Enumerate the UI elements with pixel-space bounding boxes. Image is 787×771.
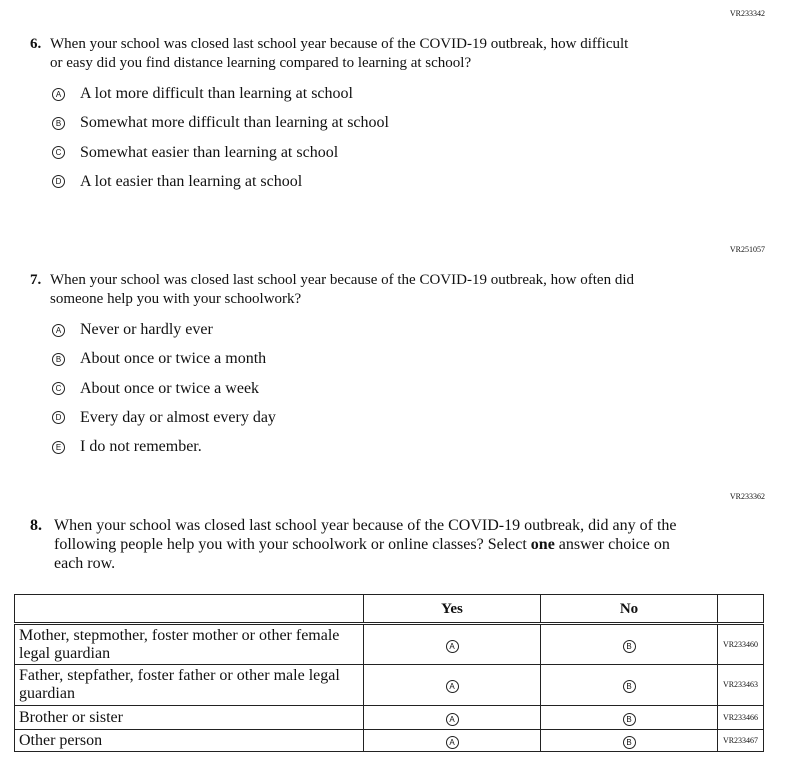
question-6 — [30, 35, 730, 73]
response-table — [14, 594, 764, 752]
question-7 — [30, 271, 730, 309]
radio-bubble[interactable]: B — [52, 353, 65, 366]
radio-bubble[interactable]: A — [52, 88, 65, 101]
header-code — [718, 595, 764, 624]
answer-option[interactable] — [52, 143, 338, 163]
answer-option[interactable] — [52, 379, 259, 399]
question-text-line: someone help you with your schoolwork? — [50, 291, 302, 307]
option-label: Somewhat more difficult than learning at school — [80, 114, 389, 132]
option-label: Never or hardly ever — [80, 321, 213, 338]
table-row — [15, 730, 764, 752]
row-label: Brother or sister — [15, 706, 364, 730]
answer-option[interactable] — [52, 349, 266, 369]
header-blank — [15, 595, 364, 624]
option-label: Somewhat easier than learning at school — [80, 143, 339, 161]
row-code: VR233466 — [718, 706, 764, 730]
option-label: A lot easier than learning at school — [80, 172, 303, 190]
radio-bubble[interactable]: D — [52, 411, 65, 424]
answer-option[interactable] — [52, 172, 302, 192]
question-text-line: or easy did you find distance learning compared to learning at school? — [50, 55, 472, 71]
question-number: 7. — [30, 272, 42, 288]
radio-bubble-yes[interactable]: A — [446, 680, 459, 693]
row-label: Father, stepfather, foster father or other male legal guardian — [15, 665, 364, 706]
question-text-line: When your school was closed last school year because of the COVID-19 outbreak, how often did — [50, 272, 635, 288]
radio-bubble[interactable]: B — [52, 117, 65, 130]
radio-bubble[interactable]: D — [52, 175, 65, 188]
row-code: VR233463 — [718, 665, 764, 706]
radio-bubble-no[interactable]: B — [623, 713, 636, 726]
header-yes: Yes — [364, 595, 541, 624]
question-text-line: When your school was closed last school year because of the COVID-19 outbreak, how difficult — [50, 36, 629, 52]
no-cell — [541, 665, 718, 706]
yes-cell — [364, 665, 541, 706]
table-row — [15, 665, 764, 706]
radio-bubble-no[interactable]: B — [623, 640, 636, 653]
radio-bubble[interactable]: C — [52, 382, 65, 395]
answer-option[interactable] — [52, 320, 213, 340]
radio-bubble-yes[interactable]: A — [446, 713, 459, 726]
option-label: About once or twice a week — [80, 379, 260, 397]
question-text-emphasis: one — [530, 536, 555, 553]
question-number: 6. — [30, 36, 42, 52]
question-number: 8. — [30, 517, 42, 534]
row-label: Other person — [15, 730, 364, 752]
row-code: VR233460 — [718, 624, 764, 665]
answer-option[interactable] — [52, 84, 353, 104]
answer-option[interactable] — [52, 408, 276, 428]
no-cell — [541, 730, 718, 752]
no-cell — [541, 624, 718, 665]
option-label: A lot more difficult than learning at school — [80, 85, 353, 102]
radio-bubble[interactable]: C — [52, 146, 65, 159]
table-row — [15, 706, 764, 730]
row-code: VR233467 — [718, 730, 764, 752]
answer-option[interactable] — [52, 437, 202, 457]
question-8 — [30, 516, 690, 573]
yes-cell — [364, 624, 541, 665]
row-label: Mother, stepmother, foster mother or other female legal guardian — [15, 624, 364, 665]
answer-option[interactable] — [52, 113, 389, 133]
yes-cell — [364, 730, 541, 752]
question-text: When your school was closed last school year because of the COVID-19 outbreak, did any of the following people help you with your schoolwork or online classes? Select — [54, 517, 677, 553]
option-label: About once or twice a month — [80, 350, 267, 368]
radio-bubble-yes[interactable]: A — [446, 640, 459, 653]
radio-bubble[interactable]: A — [52, 324, 65, 337]
item-code: VR251057 — [729, 245, 765, 254]
table-row — [15, 624, 764, 665]
radio-bubble-no[interactable]: B — [623, 736, 636, 749]
radio-bubble[interactable]: E — [52, 441, 65, 454]
yes-cell — [364, 706, 541, 730]
no-cell — [541, 706, 718, 730]
radio-bubble-yes[interactable]: A — [446, 736, 459, 749]
header-no: No — [541, 595, 718, 624]
item-code: VR233362 — [729, 492, 765, 501]
radio-bubble-no[interactable]: B — [623, 680, 636, 693]
question-text: answer choice on each row. — [54, 536, 670, 572]
option-label: Every day or almost every day — [80, 408, 276, 426]
option-label: I do not remember. — [80, 438, 202, 456]
item-code: VR233342 — [729, 9, 765, 18]
